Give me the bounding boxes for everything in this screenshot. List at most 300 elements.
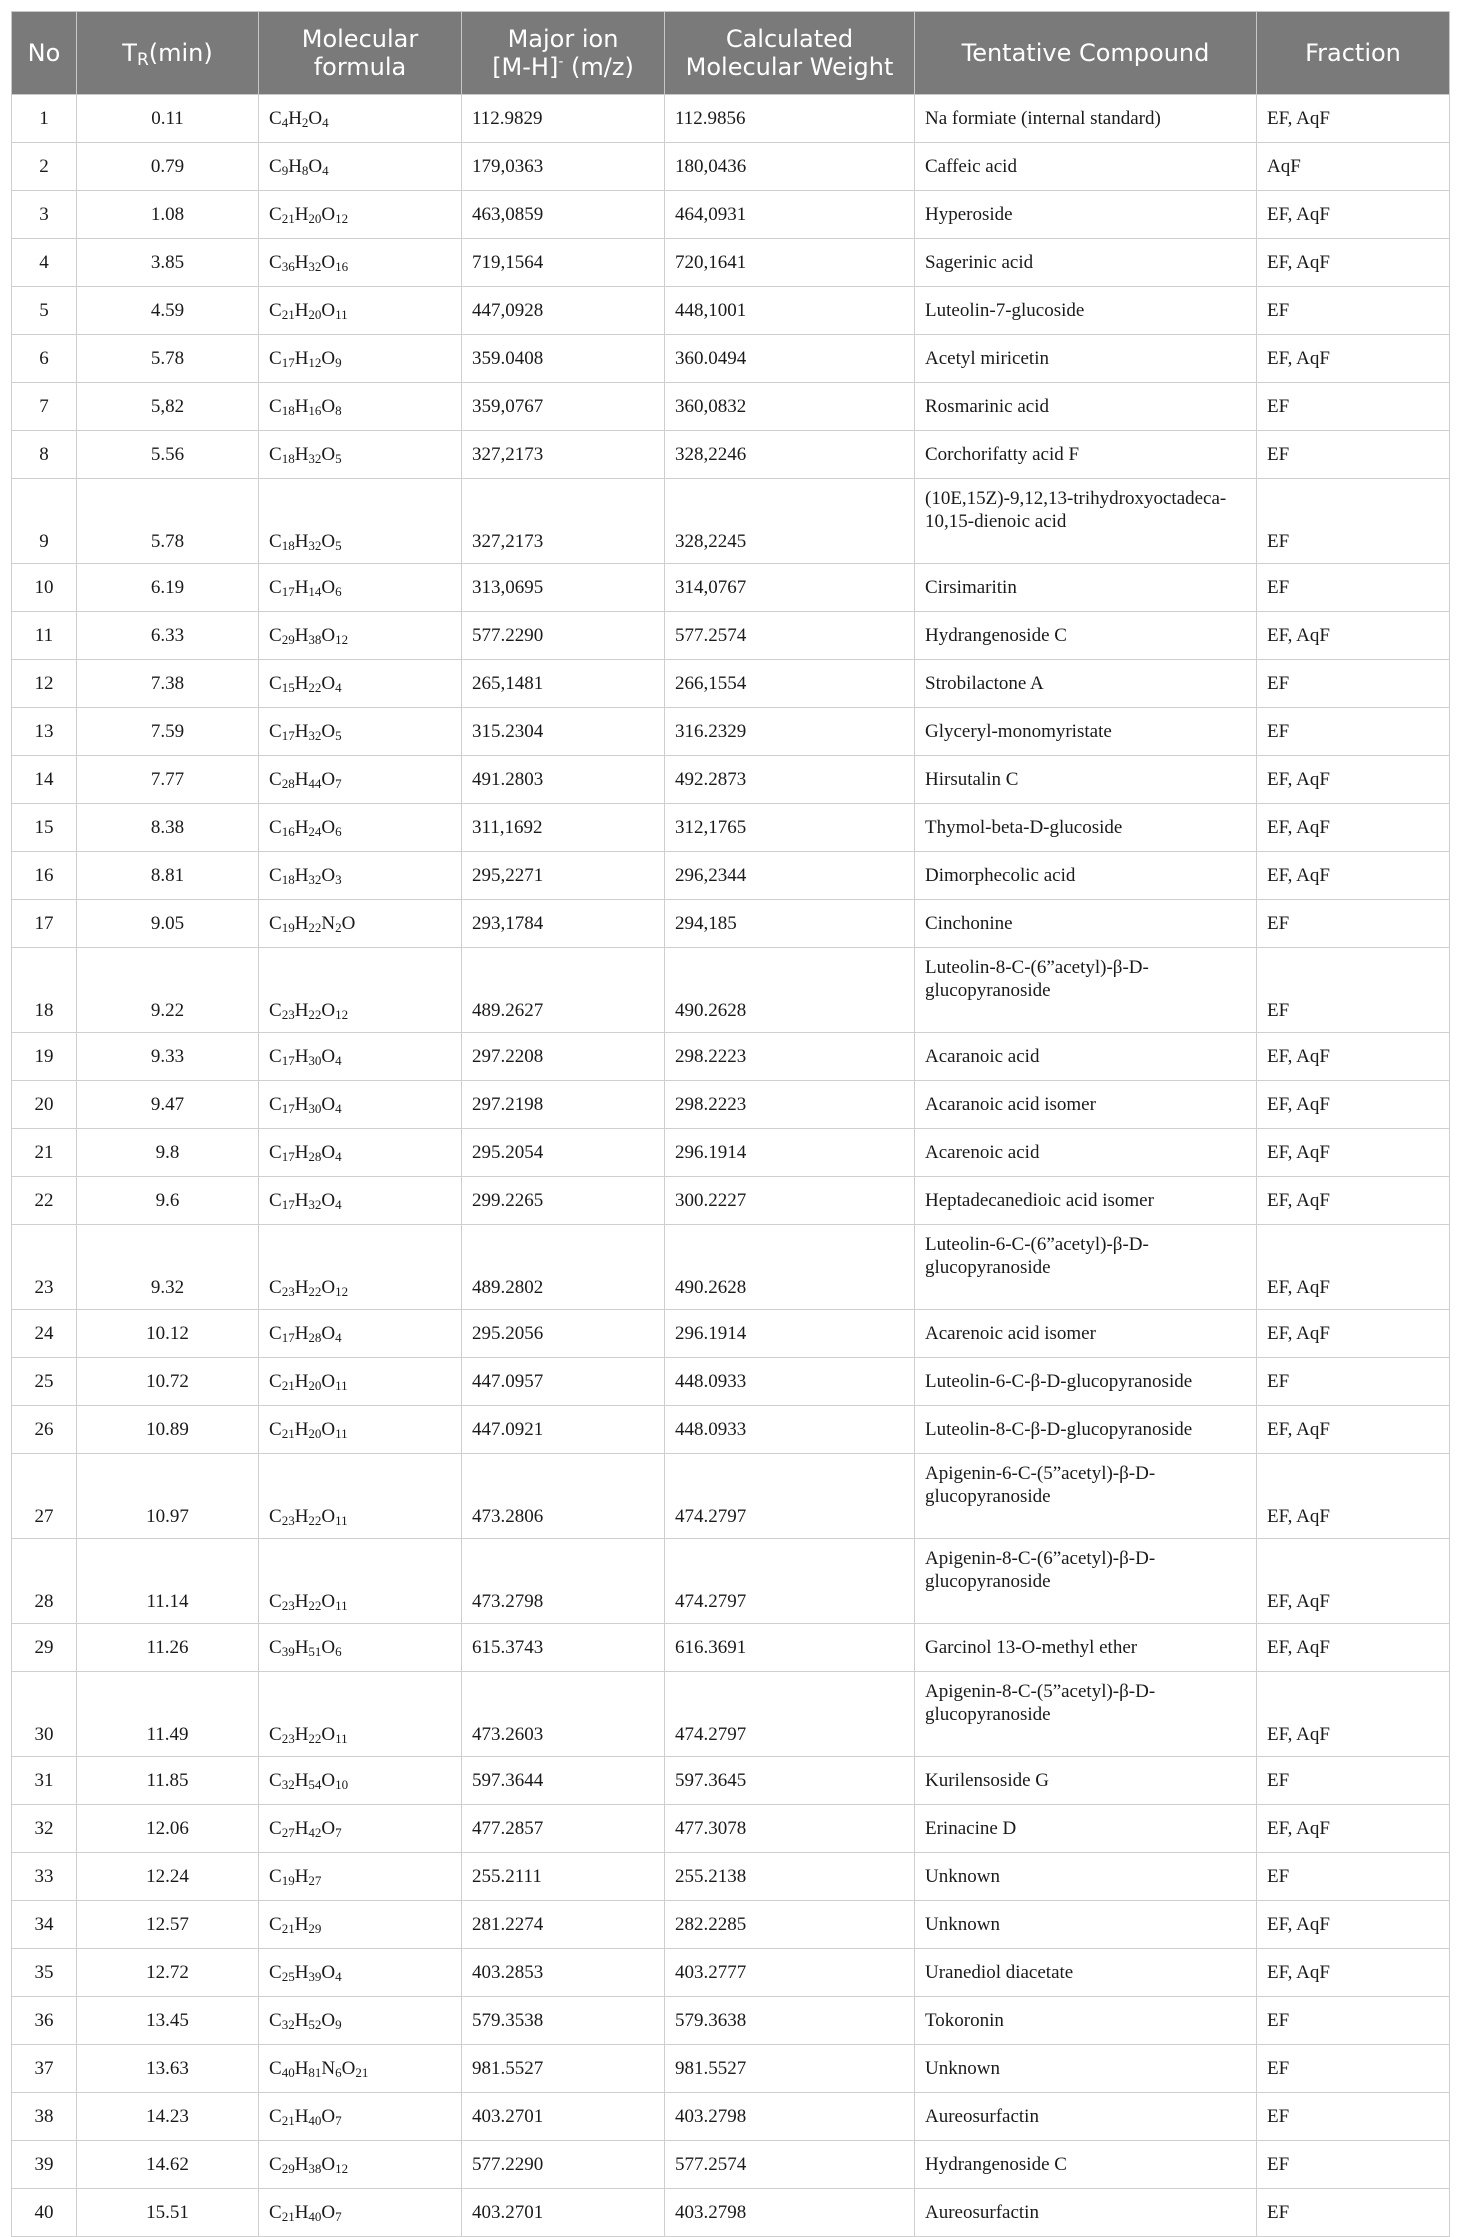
- header-formula-line2: formula: [313, 53, 407, 81]
- table-row: [12, 1672, 1450, 1757]
- cell-fraction: AqF: [1257, 143, 1450, 191]
- table-row: [12, 383, 1450, 431]
- table-row: [12, 1033, 1450, 1081]
- cell-formula: $C_{17}H_{28}O_4$: [259, 1129, 462, 1177]
- cell-molecular-weight: 298.2223: [665, 1081, 915, 1129]
- cell-fraction: EF: [1257, 383, 1450, 431]
- cell-formula: $C_{29}H_{38}O_{12}$: [259, 2141, 462, 2189]
- cell-retention-time: 7.59: [77, 708, 259, 756]
- cell-fraction: EF, AqF: [1257, 1454, 1450, 1539]
- cell-compound: Caffeic acid: [915, 143, 1257, 191]
- cell-retention-time: 14.23: [77, 2093, 259, 2141]
- cell-major-ion: 311,1692: [462, 804, 665, 852]
- cell-fraction: EF, AqF: [1257, 191, 1450, 239]
- cell-formula: $C_{32}H_{52}O_9$: [259, 1997, 462, 2045]
- cell-formula: $C_{17}H_{30}O_4$: [259, 1081, 462, 1129]
- cell-compound: Luteolin-7-glucoside: [915, 287, 1257, 335]
- cell-retention-time: 1.08: [77, 191, 259, 239]
- cell-major-ion: 579.3538: [462, 1997, 665, 2045]
- cell-fraction: EF: [1257, 660, 1450, 708]
- cell-compound: Hydrangenoside C: [915, 612, 1257, 660]
- table-body: [12, 95, 1450, 2237]
- cell-no: 22: [12, 1177, 77, 1225]
- cell-major-ion: 255.2111: [462, 1853, 665, 1901]
- cell-compound: Hirsutalin C: [915, 756, 1257, 804]
- cell-molecular-weight: 577.2574: [665, 612, 915, 660]
- cell-fraction: EF: [1257, 564, 1450, 612]
- cell-fraction: EF: [1257, 479, 1450, 564]
- table-row: [12, 948, 1450, 1033]
- cell-no: 1: [12, 95, 77, 143]
- cell-molecular-weight: 296.1914: [665, 1129, 915, 1177]
- cell-formula: $C_{19}H_{22}N_2O$: [259, 900, 462, 948]
- cell-no: 33: [12, 1853, 77, 1901]
- cell-major-ion: 179,0363: [462, 143, 665, 191]
- cell-fraction: EF, AqF: [1257, 1310, 1450, 1358]
- cell-formula: $C_{21}H_{20}O_{11}$: [259, 1358, 462, 1406]
- header-ion-sup: -: [558, 54, 564, 70]
- cell-no: 7: [12, 383, 77, 431]
- cell-no: 11: [12, 612, 77, 660]
- cell-fraction: EF, AqF: [1257, 1129, 1450, 1177]
- cell-fraction: EF: [1257, 1853, 1450, 1901]
- header-formula: [259, 12, 462, 95]
- cell-no: 32: [12, 1805, 77, 1853]
- cell-retention-time: 10.89: [77, 1406, 259, 1454]
- cell-no: 21: [12, 1129, 77, 1177]
- table-row: [12, 2141, 1450, 2189]
- cell-compound: Heptadecanedioic acid isomer: [915, 1177, 1257, 1225]
- cell-formula: $C_{25}H_{39}O_4$: [259, 1949, 462, 1997]
- cell-compound: Acetyl miricetin: [915, 335, 1257, 383]
- cell-molecular-weight: 474.2797: [665, 1454, 915, 1539]
- table-row: [12, 95, 1450, 143]
- cell-no: 17: [12, 900, 77, 948]
- cell-molecular-weight: 403.2777: [665, 1949, 915, 1997]
- header-no: [12, 12, 77, 95]
- cell-major-ion: 295.2054: [462, 1129, 665, 1177]
- cell-major-ion: 473.2603: [462, 1672, 665, 1757]
- cell-no: 35: [12, 1949, 77, 1997]
- cell-formula: $C_{17}H_{14}O_6$: [259, 564, 462, 612]
- cell-fraction: EF: [1257, 287, 1450, 335]
- table-header: [12, 12, 1450, 95]
- cell-no: 9: [12, 479, 77, 564]
- cell-no: 37: [12, 2045, 77, 2093]
- cell-compound: Apigenin-8-C-(6”acetyl)-β-D-glucopyranoside: [915, 1539, 1257, 1624]
- cell-no: 12: [12, 660, 77, 708]
- cell-major-ion: 295.2056: [462, 1310, 665, 1358]
- cell-fraction: EF, AqF: [1257, 852, 1450, 900]
- cell-major-ion: 299.2265: [462, 1177, 665, 1225]
- cell-molecular-weight: 180,0436: [665, 143, 915, 191]
- cell-molecular-weight: 294,185: [665, 900, 915, 948]
- cell-no: 34: [12, 1901, 77, 1949]
- table-row: [12, 287, 1450, 335]
- cell-fraction: EF, AqF: [1257, 1624, 1450, 1672]
- cell-no: 2: [12, 143, 77, 191]
- cell-major-ion: 281.2274: [462, 1901, 665, 1949]
- cell-no: 38: [12, 2093, 77, 2141]
- cell-no: 15: [12, 804, 77, 852]
- cell-formula: $C_{21}H_{20}O_{11}$: [259, 287, 462, 335]
- cell-retention-time: 11.14: [77, 1539, 259, 1624]
- cell-retention-time: 8.81: [77, 852, 259, 900]
- table-row: [12, 1853, 1450, 1901]
- cell-molecular-weight: 448.0933: [665, 1358, 915, 1406]
- cell-molecular-weight: 490.2628: [665, 948, 915, 1033]
- header-mw-line1: Calculated: [725, 25, 854, 53]
- table-row: [12, 1805, 1450, 1853]
- cell-compound: Unknown: [915, 1901, 1257, 1949]
- cell-molecular-weight: 448,1001: [665, 287, 915, 335]
- cell-compound: Glyceryl-monomyristate: [915, 708, 1257, 756]
- cell-formula: $C_{19}H_{27}$: [259, 1853, 462, 1901]
- cell-major-ion: 295,2271: [462, 852, 665, 900]
- cell-compound: Sagerinic acid: [915, 239, 1257, 287]
- cell-major-ion: 359,0767: [462, 383, 665, 431]
- cell-no: 4: [12, 239, 77, 287]
- cell-formula: $C_{23}H_{22}O_{12}$: [259, 1225, 462, 1310]
- cell-compound: Apigenin-6-C-(5”acetyl)-β-D-glucopyranoside: [915, 1454, 1257, 1539]
- table-row: [12, 2189, 1450, 2237]
- cell-no: 28: [12, 1539, 77, 1624]
- cell-molecular-weight: 298.2223: [665, 1033, 915, 1081]
- cell-compound: Acaranoic acid isomer: [915, 1081, 1257, 1129]
- header-retention-time: [77, 12, 259, 95]
- header-fraction: [1257, 12, 1450, 95]
- cell-fraction: EF: [1257, 2189, 1450, 2237]
- header-ion-line1: Major ion: [507, 25, 619, 53]
- cell-compound: Rosmarinic acid: [915, 383, 1257, 431]
- table-row: [12, 1757, 1450, 1805]
- cell-molecular-weight: 492.2873: [665, 756, 915, 804]
- cell-formula: $C_{15}H_{22}O_4$: [259, 660, 462, 708]
- cell-formula: $C_{17}H_{12}O_9$: [259, 335, 462, 383]
- cell-molecular-weight: 296.1914: [665, 1310, 915, 1358]
- cell-molecular-weight: 360.0494: [665, 335, 915, 383]
- cell-retention-time: 10.12: [77, 1310, 259, 1358]
- header-mw-line2: Molecular Weight: [685, 53, 894, 81]
- cell-no: 5: [12, 287, 77, 335]
- cell-fraction: EF: [1257, 2045, 1450, 2093]
- cell-formula: $C_{17}H_{28}O_4$: [259, 1310, 462, 1358]
- cell-molecular-weight: 720,1641: [665, 239, 915, 287]
- cell-molecular-weight: 312,1765: [665, 804, 915, 852]
- cell-compound: Tokoronin: [915, 1997, 1257, 2045]
- header-formula-line1: Molecular: [301, 25, 419, 53]
- cell-retention-time: 5.78: [77, 335, 259, 383]
- cell-major-ion: 447.0957: [462, 1358, 665, 1406]
- cell-retention-time: 9.32: [77, 1225, 259, 1310]
- cell-major-ion: 112.9829: [462, 95, 665, 143]
- cell-fraction: EF: [1257, 708, 1450, 756]
- header-major-ion: [462, 12, 665, 95]
- cell-compound: Luteolin-8-C-(6”acetyl)-β-D-glucopyranoside: [915, 948, 1257, 1033]
- cell-no: 10: [12, 564, 77, 612]
- cell-fraction: EF: [1257, 431, 1450, 479]
- cell-retention-time: 15.51: [77, 2189, 259, 2237]
- cell-molecular-weight: 448.0933: [665, 1406, 915, 1454]
- cell-compound: Unknown: [915, 1853, 1257, 1901]
- header-ion-line2b: (m/z): [563, 53, 634, 81]
- table-row: [12, 335, 1450, 383]
- cell-compound: Hyperoside: [915, 191, 1257, 239]
- cell-major-ion: 577.2290: [462, 2141, 665, 2189]
- cell-retention-time: 14.62: [77, 2141, 259, 2189]
- cell-no: 26: [12, 1406, 77, 1454]
- cell-formula: $C_{23}H_{22}O_{11}$: [259, 1454, 462, 1539]
- table-row: [12, 143, 1450, 191]
- cell-no: 20: [12, 1081, 77, 1129]
- cell-molecular-weight: 474.2797: [665, 1672, 915, 1757]
- cell-retention-time: 7.77: [77, 756, 259, 804]
- cell-molecular-weight: 112.9856: [665, 95, 915, 143]
- cell-formula: $C_{18}H_{16}O_8$: [259, 383, 462, 431]
- cell-retention-time: 12.57: [77, 1901, 259, 1949]
- cell-retention-time: 9.22: [77, 948, 259, 1033]
- cell-molecular-weight: 616.3691: [665, 1624, 915, 1672]
- cell-no: 23: [12, 1225, 77, 1310]
- cell-fraction: EF: [1257, 900, 1450, 948]
- cell-retention-time: 7.38: [77, 660, 259, 708]
- cell-formula: $C_{23}H_{22}O_{11}$: [259, 1672, 462, 1757]
- cell-major-ion: 463,0859: [462, 191, 665, 239]
- table-row: [12, 1624, 1450, 1672]
- cell-retention-time: 12.72: [77, 1949, 259, 1997]
- cell-molecular-weight: 403.2798: [665, 2093, 915, 2141]
- cell-no: 25: [12, 1358, 77, 1406]
- cell-no: 19: [12, 1033, 77, 1081]
- cell-fraction: EF, AqF: [1257, 335, 1450, 383]
- cell-fraction: EF: [1257, 1358, 1450, 1406]
- cell-retention-time: 4.59: [77, 287, 259, 335]
- table-row: [12, 431, 1450, 479]
- cell-fraction: EF: [1257, 1997, 1450, 2045]
- header-compound: [915, 12, 1257, 95]
- table-row: [12, 1225, 1450, 1310]
- cell-formula: $C_{32}H_{54}O_{10}$: [259, 1757, 462, 1805]
- cell-fraction: EF, AqF: [1257, 1177, 1450, 1225]
- cell-major-ion: 293,1784: [462, 900, 665, 948]
- cell-major-ion: 297.2208: [462, 1033, 665, 1081]
- cell-fraction: EF, AqF: [1257, 1406, 1450, 1454]
- cell-fraction: EF, AqF: [1257, 95, 1450, 143]
- table-row: [12, 1539, 1450, 1624]
- cell-no: 39: [12, 2141, 77, 2189]
- cell-no: 24: [12, 1310, 77, 1358]
- cell-compound: Aureosurfactin: [915, 2189, 1257, 2237]
- cell-no: 29: [12, 1624, 77, 1672]
- cell-formula: $C_{28}H_{44}O_7$: [259, 756, 462, 804]
- cell-retention-time: 13.63: [77, 2045, 259, 2093]
- cell-major-ion: 265,1481: [462, 660, 665, 708]
- cell-compound: Luteolin-6-C-(6”acetyl)-β-D-glucopyranoside: [915, 1225, 1257, 1310]
- cell-fraction: EF: [1257, 2093, 1450, 2141]
- cell-no: 6: [12, 335, 77, 383]
- cell-major-ion: 491.2803: [462, 756, 665, 804]
- table-row: [12, 1177, 1450, 1225]
- header-compound-label: Tentative Compound: [961, 39, 1210, 67]
- cell-retention-time: 6.19: [77, 564, 259, 612]
- cell-formula: $C_{21}H_{29}$: [259, 1901, 462, 1949]
- cell-major-ion: 403.2701: [462, 2093, 665, 2141]
- cell-molecular-weight: 328,2245: [665, 479, 915, 564]
- cell-formula: $C_{27}H_{42}O_7$: [259, 1805, 462, 1853]
- cell-formula: $C_{17}H_{32}O_4$: [259, 1177, 462, 1225]
- cell-formula: $C_{18}H_{32}O_5$: [259, 479, 462, 564]
- cell-major-ion: 981.5527: [462, 2045, 665, 2093]
- cell-fraction: EF: [1257, 1757, 1450, 1805]
- cell-compound: Cinchonine: [915, 900, 1257, 948]
- cell-formula: $C_{36}H_{32}O_{16}$: [259, 239, 462, 287]
- cell-major-ion: 297.2198: [462, 1081, 665, 1129]
- table-row: [12, 1454, 1450, 1539]
- cell-fraction: EF, AqF: [1257, 756, 1450, 804]
- cell-major-ion: 327,2173: [462, 479, 665, 564]
- header-tr-sub: R: [136, 50, 149, 70]
- cell-compound: Dimorphecolic acid: [915, 852, 1257, 900]
- cell-formula: $C_4H_2O_4$: [259, 95, 462, 143]
- cell-fraction: EF, AqF: [1257, 804, 1450, 852]
- cell-compound: Apigenin-8-C-(5”acetyl)-β-D-glucopyranoside: [915, 1672, 1257, 1757]
- cell-retention-time: 0.79: [77, 143, 259, 191]
- cell-fraction: EF, AqF: [1257, 1033, 1450, 1081]
- cell-retention-time: 11.85: [77, 1757, 259, 1805]
- cell-retention-time: 9.33: [77, 1033, 259, 1081]
- cell-retention-time: 9.05: [77, 900, 259, 948]
- cell-retention-time: 13.45: [77, 1997, 259, 2045]
- cell-fraction: EF, AqF: [1257, 1539, 1450, 1624]
- table-row: [12, 564, 1450, 612]
- table-row: [12, 1358, 1450, 1406]
- cell-retention-time: 9.47: [77, 1081, 259, 1129]
- cell-formula: $C_{21}H_{40}O_7$: [259, 2093, 462, 2141]
- cell-molecular-weight: 314,0767: [665, 564, 915, 612]
- cell-formula: $C_{23}H_{22}O_{11}$: [259, 1539, 462, 1624]
- cell-major-ion: 597.3644: [462, 1757, 665, 1805]
- cell-compound: Uranediol diacetate: [915, 1949, 1257, 1997]
- cell-no: 31: [12, 1757, 77, 1805]
- cell-formula: $C_{17}H_{30}O_4$: [259, 1033, 462, 1081]
- cell-molecular-weight: 296,2344: [665, 852, 915, 900]
- cell-formula: $C_{18}H_{32}O_5$: [259, 431, 462, 479]
- table-row: [12, 756, 1450, 804]
- cell-fraction: EF, AqF: [1257, 1949, 1450, 1997]
- table-row: [12, 612, 1450, 660]
- cell-formula: $C_9H_8O_4$: [259, 143, 462, 191]
- cell-retention-time: 11.49: [77, 1672, 259, 1757]
- cell-fraction: EF, AqF: [1257, 1672, 1450, 1757]
- cell-molecular-weight: 255.2138: [665, 1853, 915, 1901]
- cell-molecular-weight: 360,0832: [665, 383, 915, 431]
- cell-molecular-weight: 577.2574: [665, 2141, 915, 2189]
- cell-molecular-weight: 328,2246: [665, 431, 915, 479]
- cell-major-ion: 473.2798: [462, 1539, 665, 1624]
- compound-table-container: [11, 11, 1449, 2237]
- cell-compound: Thymol-beta-D-glucoside: [915, 804, 1257, 852]
- header-tr-main: T: [122, 39, 137, 67]
- cell-molecular-weight: 266,1554: [665, 660, 915, 708]
- compound-table: [11, 11, 1450, 2237]
- cell-major-ion: 473.2806: [462, 1454, 665, 1539]
- cell-major-ion: 489.2802: [462, 1225, 665, 1310]
- cell-formula: $C_{21}H_{40}O_7$: [259, 2189, 462, 2237]
- cell-formula: $C_{21}H_{20}O_{12}$: [259, 191, 462, 239]
- cell-compound: Luteolin-6-C-β-D-glucopyranoside: [915, 1358, 1257, 1406]
- cell-compound: Kurilensoside G: [915, 1757, 1257, 1805]
- cell-major-ion: 719,1564: [462, 239, 665, 287]
- cell-formula: $C_{40}H_{81}N_6O_{21}$: [259, 2045, 462, 2093]
- table-row: [12, 1310, 1450, 1358]
- table-row: [12, 852, 1450, 900]
- cell-no: 30: [12, 1672, 77, 1757]
- cell-molecular-weight: 579.3638: [665, 1997, 915, 2045]
- table-row: [12, 804, 1450, 852]
- cell-major-ion: 315.2304: [462, 708, 665, 756]
- cell-formula: $C_{17}H_{32}O_5$: [259, 708, 462, 756]
- table-row: [12, 479, 1450, 564]
- cell-compound: Garcinol 13-O-methyl ether: [915, 1624, 1257, 1672]
- cell-no: 40: [12, 2189, 77, 2237]
- cell-major-ion: 327,2173: [462, 431, 665, 479]
- cell-major-ion: 489.2627: [462, 948, 665, 1033]
- cell-retention-time: 6.33: [77, 612, 259, 660]
- cell-fraction: EF: [1257, 2141, 1450, 2189]
- cell-molecular-weight: 981.5527: [665, 2045, 915, 2093]
- table-row: [12, 2045, 1450, 2093]
- cell-major-ion: 359.0408: [462, 335, 665, 383]
- cell-retention-time: 9.6: [77, 1177, 259, 1225]
- table-row: [12, 1129, 1450, 1177]
- cell-retention-time: 9.8: [77, 1129, 259, 1177]
- cell-compound: Unknown: [915, 2045, 1257, 2093]
- cell-fraction: EF, AqF: [1257, 1805, 1450, 1853]
- cell-compound: Acaranoic acid: [915, 1033, 1257, 1081]
- table-row: [12, 1949, 1450, 1997]
- cell-major-ion: 403.2853: [462, 1949, 665, 1997]
- cell-no: 8: [12, 431, 77, 479]
- cell-molecular-weight: 464,0931: [665, 191, 915, 239]
- cell-fraction: EF, AqF: [1257, 1081, 1450, 1129]
- cell-molecular-weight: 474.2797: [665, 1539, 915, 1624]
- cell-retention-time: 10.72: [77, 1358, 259, 1406]
- table-row: [12, 191, 1450, 239]
- cell-compound: Acarenoic acid isomer: [915, 1310, 1257, 1358]
- cell-molecular-weight: 316.2329: [665, 708, 915, 756]
- cell-retention-time: 5,82: [77, 383, 259, 431]
- table-row: [12, 1901, 1450, 1949]
- header-no-label: No: [27, 39, 61, 67]
- cell-formula: $C_{39}H_{51}O_6$: [259, 1624, 462, 1672]
- table-row: [12, 1997, 1450, 2045]
- table-row: [12, 1406, 1450, 1454]
- cell-compound: Acarenoic acid: [915, 1129, 1257, 1177]
- cell-major-ion: 577.2290: [462, 612, 665, 660]
- table-row: [12, 708, 1450, 756]
- cell-major-ion: 615.3743: [462, 1624, 665, 1672]
- cell-compound: Na formiate (internal standard): [915, 95, 1257, 143]
- cell-retention-time: 10.97: [77, 1454, 259, 1539]
- cell-molecular-weight: 597.3645: [665, 1757, 915, 1805]
- cell-compound: Strobilactone A: [915, 660, 1257, 708]
- cell-compound: Corchorifatty acid F: [915, 431, 1257, 479]
- cell-molecular-weight: 490.2628: [665, 1225, 915, 1310]
- cell-compound: Cirsimaritin: [915, 564, 1257, 612]
- cell-retention-time: 3.85: [77, 239, 259, 287]
- cell-formula: $C_{23}H_{22}O_{12}$: [259, 948, 462, 1033]
- cell-molecular-weight: 403.2798: [665, 2189, 915, 2237]
